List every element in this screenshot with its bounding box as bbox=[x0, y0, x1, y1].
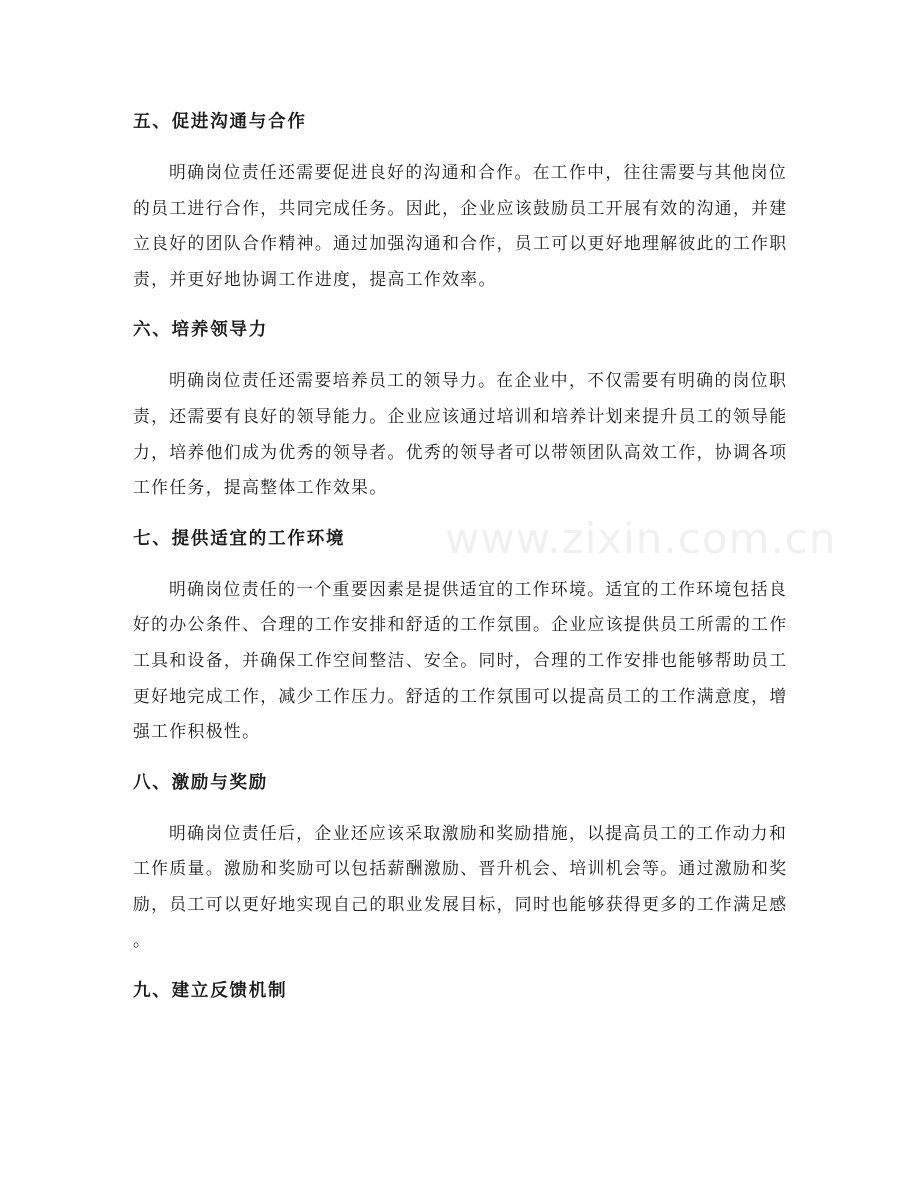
section-paragraph bbox=[133, 155, 920, 297]
section-heading: 七、提供适宜的工作环境 bbox=[133, 528, 346, 549]
section-paragraph bbox=[133, 572, 920, 750]
paragraph-line: 立良好的团队合作精神。通过加强沟通和合作，员工可以更好地理解彼此的工作职 bbox=[133, 233, 788, 254]
section-heading: 八、激励与奖励 bbox=[133, 772, 269, 793]
paragraph-line: 工作质量。激励和奖励可以包括薪酬激励、晋升机会、培训机会等。通过激励和奖 bbox=[133, 858, 788, 879]
paragraph-line: 工具和设备，并确保工作空间整洁、安全。同时，合理的工作安排也能够帮助员工 bbox=[133, 649, 788, 670]
watermark-text: www.zixin.com.cn bbox=[445, 514, 837, 563]
paragraph-line: 好的办公条件、合理的工作安排和舒适的工作氛围。企业应该提供员工所需的工作 bbox=[133, 614, 788, 635]
paragraph-line: 责，并更好地协调工作进度，提高工作效率。 bbox=[133, 268, 497, 289]
paragraph-line: 。 bbox=[133, 929, 152, 950]
paragraph-line: 明确岗位责任后，企业还应该采取激励和奖励措施，以提高员工的工作动力和 bbox=[169, 822, 788, 843]
paragraph-line: 明确岗位责任还需要促进良好的沟通和合作。在工作中，往往需要与其他岗位 bbox=[169, 162, 788, 182]
paragraph-line: 力，培养他们成为优秀的领导者。优秀的领导者可以带领团队高效工作，协调各项 bbox=[133, 441, 788, 462]
paragraph-line: 的员工进行合作，共同完成任务。因此，企业应该鼓励员工开展有效的沟通，并建 bbox=[133, 197, 788, 218]
section-heading: 九、建立反馈机制 bbox=[133, 981, 288, 1002]
paragraph-line: 明确岗位责任还需要培养员工的领导力。在企业中，不仅需要有明确的岗位职 bbox=[169, 370, 788, 391]
paragraph-line: 责，还需要有良好的领导能力。企业应该通过培训和培养计划来提升员工的领导能 bbox=[133, 405, 788, 426]
section-heading: 六、培养领导力 bbox=[133, 320, 269, 341]
section-paragraph bbox=[133, 363, 920, 505]
paragraph-line: 励，员工可以更好地实现自己的职业发展目标，同时也能够获得更多的工作满足感 bbox=[133, 893, 788, 914]
paragraph-line: 工作任务，提高整体工作效果。 bbox=[133, 477, 388, 498]
paragraph-line: 明确岗位责任的一个重要因素是提供适宜的工作环境。适宜的工作环境包括良 bbox=[169, 578, 788, 599]
section-paragraph bbox=[133, 816, 920, 958]
paragraph-line: 更好地完成工作，减少工作压力。舒适的工作氛围可以提高员工的工作满意度，增 bbox=[133, 685, 788, 706]
paragraph-line: 强工作积极性。 bbox=[133, 721, 261, 742]
section-heading: 五、促进沟通与合作 bbox=[133, 112, 307, 132]
